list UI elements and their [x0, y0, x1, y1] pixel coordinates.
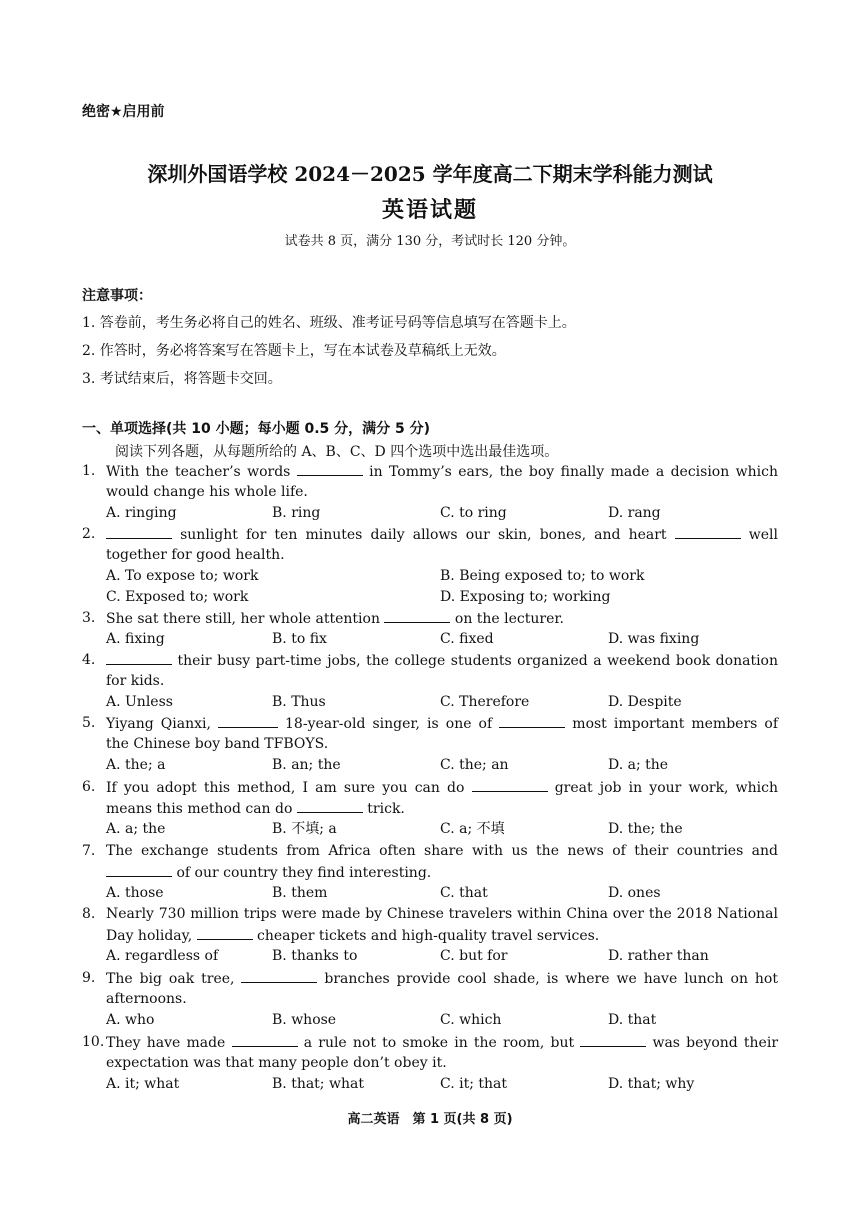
stem-text: their busy part-time jobs, the college students organized a weekend book donation	[172, 653, 778, 669]
option-a: A. To expose to; work	[106, 568, 259, 584]
answer-blank	[580, 1032, 646, 1047]
question-number: 9.	[82, 970, 96, 986]
options-row	[82, 946, 778, 967]
option-b: B. an; the	[272, 757, 341, 773]
stem-text: would change his whole life.	[106, 484, 308, 500]
answer-blank	[197, 925, 253, 940]
options-row	[82, 819, 778, 840]
exam-info: 试卷共 8 页，满分 130 分，考试时长 120 分钟。	[284, 234, 576, 249]
stem-text: great job in your work, which	[547, 780, 778, 796]
question-stem: The exchange students from Africa often share with us the news of their countries and	[106, 843, 778, 859]
answer-blank	[232, 1032, 298, 1047]
answer-blank	[106, 650, 172, 665]
question-number: 1.	[82, 463, 96, 479]
option-c: C. Therefore	[440, 694, 530, 710]
options-row	[82, 566, 778, 587]
option-c: C. to ring	[440, 505, 507, 521]
question-7	[82, 841, 778, 904]
option-a: A. fixing	[106, 631, 165, 647]
question-stem	[106, 650, 778, 672]
secret-mark: 绝密★启用前	[82, 104, 165, 120]
stem-text: on the lecturer.	[450, 611, 564, 627]
stem-text: a rule not to smoke in the room, but	[297, 1035, 581, 1051]
question-5	[82, 713, 778, 776]
option-b: B. whose	[272, 1012, 337, 1028]
question-number: 7.	[82, 843, 96, 859]
question-number: 4.	[82, 652, 96, 668]
question-number: 3.	[82, 610, 96, 626]
stem-text: With the teacher’s words	[106, 464, 297, 480]
stem-text: 18-year-old singer, is one of	[277, 716, 500, 732]
option-d: D. was fixing	[608, 631, 700, 647]
option-b: B. them	[272, 885, 328, 901]
question-stem	[106, 777, 778, 799]
options-row	[82, 755, 778, 776]
question-stem	[106, 968, 778, 990]
answer-blank	[241, 968, 317, 983]
notes-title: 注意事项：	[82, 288, 152, 304]
answer-blank	[297, 798, 363, 813]
option-d: D. Despite	[608, 694, 682, 710]
stem-text: Day holiday,	[106, 928, 197, 944]
stem-text: for kids.	[106, 673, 165, 689]
option-d: D. the; the	[608, 821, 683, 837]
stem-text: together for good health.	[106, 547, 285, 563]
option-d: D. that; why	[608, 1076, 695, 1092]
question-3	[82, 608, 778, 650]
option-c: C. but for	[440, 948, 508, 964]
stem-text: well	[740, 527, 778, 543]
question-number: 10.	[82, 1034, 105, 1050]
option-a: A. it; what	[106, 1076, 180, 1092]
question-2	[82, 524, 778, 608]
answer-blank	[675, 524, 741, 539]
option-d: D. Exposing to; working	[440, 589, 611, 605]
option-d: D. rather than	[608, 948, 709, 964]
option-b: B. Thus	[272, 694, 326, 710]
options-row	[82, 883, 778, 904]
answer-blank	[499, 713, 565, 728]
option-b: B. 不填; a	[272, 821, 337, 837]
stem-text: branches provide cool shade, is where we have lunch on hot	[317, 971, 778, 987]
question-stem: Nearly 730 million trips were made by Chinese travelers within China over the 2018 National	[106, 906, 778, 922]
option-a: A. those	[106, 885, 164, 901]
question-stem	[106, 608, 778, 630]
page-footer: 高二英语 第 1 页(共 8 页)	[347, 1112, 513, 1127]
option-d: D. a; the	[608, 757, 669, 773]
answer-blank	[472, 777, 548, 792]
option-c: C. a; 不填	[440, 821, 505, 837]
question-stem	[106, 524, 778, 546]
option-b: B. to fix	[272, 631, 327, 647]
question-4	[82, 650, 778, 713]
option-a: A. who	[106, 1012, 155, 1028]
answer-blank	[106, 524, 172, 539]
option-c: C. that	[440, 885, 488, 901]
question-10	[82, 1032, 778, 1095]
options-row	[82, 503, 778, 524]
stem-text: The big oak tree,	[106, 971, 242, 987]
exam-title: 深圳外国语学校 2024－2025 学年度高二下期末学科能力测试	[147, 162, 713, 186]
answer-blank	[384, 608, 450, 623]
answer-blank	[297, 461, 363, 476]
question-stem	[106, 925, 778, 947]
stem-text: in Tommy’s ears, the boy finally made a decision which	[362, 464, 778, 480]
options-row	[82, 629, 778, 650]
stem-text: Yiyang Qianxi,	[106, 716, 218, 732]
option-b: B. ring	[272, 505, 321, 521]
question-number: 5.	[82, 715, 96, 731]
options-row	[82, 587, 778, 608]
section-instruction: 阅读下列各题，从每题所给的 A、B、C、D 四个选项中选出最佳选项。	[115, 444, 559, 460]
question-number: 6.	[82, 779, 96, 795]
option-b: B. thanks to	[272, 948, 358, 964]
question-stem	[106, 713, 778, 735]
stem-text: cheaper tickets and high-quality travel services.	[252, 928, 600, 944]
option-c: C. it; that	[440, 1076, 507, 1092]
option-c: C. which	[440, 1012, 502, 1028]
option-d: D. rang	[608, 505, 661, 521]
option-c: C. fixed	[440, 631, 494, 647]
stem-text: She sat there still, her whole attention	[106, 611, 385, 627]
option-a: A. ringing	[106, 505, 177, 521]
stem-text: sunlight for ten minutes daily allows our skin, bones, and heart	[172, 527, 675, 543]
option-a: A. regardless of	[106, 948, 219, 964]
stem-text: the Chinese boy band TFBOYS.	[106, 736, 329, 752]
option-d: D. ones	[608, 885, 661, 901]
question-8	[82, 904, 778, 967]
subject-title: 英语试题	[381, 197, 478, 223]
question-1	[82, 461, 778, 524]
section-title: 一、单项选择(共 10 小题；每小题 0.5 分，满分 5 分)	[82, 421, 431, 437]
question-number: 8.	[82, 906, 96, 922]
option-c: C. the; an	[440, 757, 509, 773]
question-stem	[106, 862, 778, 884]
answer-blank	[218, 713, 278, 728]
question-stem	[106, 798, 778, 820]
option-a: A. a; the	[106, 821, 166, 837]
options-row	[82, 1074, 778, 1095]
option-c: C. Exposed to; work	[106, 589, 249, 605]
question-9	[82, 968, 778, 1031]
option-b: B. that; what	[272, 1076, 364, 1092]
note-item: 2. 作答时，务必将答案写在答题卡上，写在本试卷及草稿纸上无效。	[82, 343, 506, 359]
stem-text: They have made	[106, 1035, 232, 1051]
question-number: 2.	[82, 526, 96, 542]
stem-text: means this method can do	[106, 801, 297, 817]
question-6	[82, 777, 778, 840]
stem-text: of our country they find interesting.	[172, 865, 432, 881]
option-b: B. Being exposed to; to work	[440, 568, 645, 584]
option-a: A. Unless	[106, 694, 173, 710]
option-d: D. that	[608, 1012, 657, 1028]
answer-blank	[106, 862, 172, 877]
stem-text: trick.	[362, 801, 405, 817]
stem-text: expectation was that many people don’t obey it.	[106, 1055, 447, 1071]
stem-text: If you adopt this method, I am sure you can do	[106, 780, 472, 796]
stem-text: most important members of	[565, 716, 778, 732]
stem-text: afternoons.	[106, 991, 187, 1007]
stem-text: was beyond their	[646, 1035, 779, 1051]
options-row	[82, 692, 778, 713]
question-stem	[106, 1032, 778, 1054]
option-a: A. the; a	[106, 757, 166, 773]
note-item: 3. 考试结束后，将答题卡交回。	[82, 371, 282, 387]
note-item: 1. 答卷前，考生务必将自己的姓名、班级、准考证号码等信息填写在答题卡上。	[82, 315, 576, 331]
question-stem	[106, 461, 778, 483]
options-row	[82, 1010, 778, 1031]
